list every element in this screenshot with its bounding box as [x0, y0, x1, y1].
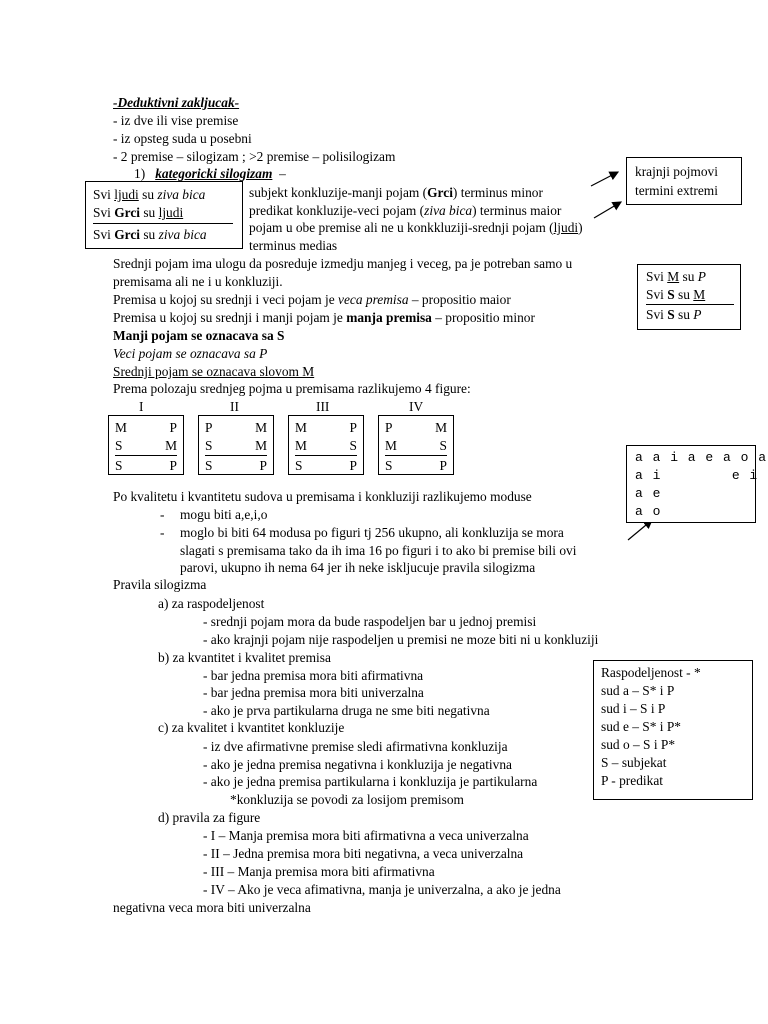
notation-p: Veci pojam se oznacava sa P — [113, 346, 268, 361]
rules-c-note: *konkluzija se povodi za losijom premisom — [230, 792, 464, 807]
figure-label-2: II — [230, 399, 239, 414]
rules-c-item-3: - ako je jedna premisa partikularna i konkluzija je partikularna — [203, 774, 538, 789]
rules-d-item-1: - I – Manja premisa mora biti afirmativna a veca univerzalna — [203, 828, 529, 843]
syllogism-conclusion: Svi Grci su ziva bica — [93, 227, 207, 242]
middle-term-line-1: Srednji pojam ima ulogu da posreduje izmedju manjeg i veceg, pa je potreban samo u — [113, 256, 573, 271]
moduses-item-1: mogu biti a,e,i,o — [180, 507, 268, 522]
rules-a-item-1: - srednji pojam mora da bude raspodeljen bar u jednoj premisi — [203, 614, 537, 629]
rules-d-item-2: - II – Jedna premisa mora biti negativna, a veca univerzalna — [203, 846, 524, 861]
syllogism-minor: Svi Grci su ljudi — [93, 205, 184, 220]
premise-minor: Premisa u kojoj su srednji i manji pojam je manja premisa – propositio minor — [113, 310, 535, 325]
rules-b-item-1: - bar jedna premisa mora biti afirmativna — [203, 668, 424, 683]
modes-box: a a i a e a o a a i e i a e a o — [626, 445, 756, 523]
term-minor: subjekt konkluzije-manji pojam (Grci) terminus minor — [249, 185, 543, 200]
figures-intro: Prema polozaju srednjeg pojma u premisama razlikujemo 4 figure: — [113, 381, 471, 396]
rules-d-head: d) pravila za figure — [158, 810, 261, 825]
rules-a-head: a) za raspodeljenost — [158, 596, 265, 611]
intro-line-1: - iz dve ili vise premise — [113, 113, 239, 128]
moduses-item-2-line-1: moglo bi biti 64 modusa po figuri tj 256 ukupno, ali konkluzija se mora — [180, 525, 564, 540]
distribution-box: Raspodeljenost - * sud a – S* i P sud i – S i P sud e – S* i P* sud o – S i P* S – subjekat P - predikat — [593, 660, 753, 800]
moduses-item-2-line-2: slagati s premisama tako da ih ima 16 po figuri i to ako bi premise bili ovi — [180, 543, 577, 558]
figure-label-3: III — [316, 399, 330, 414]
rules-d-tail: negativna veca mora biti univerzalna — [113, 900, 311, 915]
figure-4-box: P M M S S P — [378, 415, 454, 475]
arrow-up-icon-2 — [594, 202, 621, 218]
section-heading: 1) kategoricki silogizam – — [134, 166, 286, 181]
rules-d-item-4: - IV – Ako je veca afimativna, manja je univerzalna, a ako je jedna — [203, 882, 561, 897]
premise-major: Premisa u kojoj su srednji i veci pojam je veca premisa – propositio maior — [113, 292, 511, 307]
term-major: predikat konkluzije-veci pojam (ziva bica) terminus maior — [249, 203, 562, 218]
term-medias: terminus medias — [249, 238, 338, 253]
moduses-item-2-line-3: parovi, ukupno ih nema 64 jer ih neke iskljucuje pravila silogizma — [180, 560, 536, 575]
arrow-up-icon — [591, 172, 618, 186]
page-title: -Deduktivni zakljucak- — [113, 95, 240, 110]
figure-3-box: M P M S S P — [288, 415, 364, 475]
rules-d-item-3: - III – Manja premisa mora biti afirmativna — [203, 864, 435, 879]
rules-c-item-1: - iz dve afirmativne premise sledi afirmativna konkluzija — [203, 739, 508, 754]
bullet-dash-2: - — [160, 525, 165, 540]
extremes-box: krajnji pojmovi termini extremi — [626, 157, 742, 205]
rules-b-item-3: - ako je prva partikularna druga ne sme biti negativna — [203, 703, 490, 718]
notation-s: Manji pojam se oznacava sa S — [113, 328, 285, 343]
rules-b-item-2: - bar jedna premisa mora biti univerzalna — [203, 685, 424, 700]
figure-1-box: M P S M S P — [108, 415, 184, 475]
notation-m: Srednji pojam se oznacava slovom M — [113, 364, 315, 379]
figure-label-1: I — [139, 399, 144, 414]
arrow-up-icon-3 — [628, 520, 652, 540]
rules-a-item-2: - ako krajnji pojam nije raspodeljen u premisi ne moze biti ni u konkluziji — [203, 632, 599, 647]
middle-term-line-2: premisama ali ne i u konkluziji. — [113, 274, 283, 289]
figure-label-4: IV — [409, 399, 424, 414]
formula-box: Svi M su P Svi S su M Svi S su P — [637, 264, 741, 330]
rules-title: Pravila silogizma — [113, 577, 207, 592]
term-middle: pojam u obe premise ali ne u konkkluziji-srednji pojam (ljudi) — [249, 220, 583, 235]
rules-c-head: c) za kvalitet i kvantitet konkluzije — [158, 720, 345, 735]
bullet-dash: - — [160, 507, 165, 522]
figure-2-box: P M S M S P — [198, 415, 274, 475]
rules-c-item-2: - ako je jedna premisa negativna i konkluzija je negativna — [203, 757, 512, 772]
rules-b-head: b) za kvantitet i kvalitet premisa — [158, 650, 331, 665]
intro-line-3: - 2 premise – silogizam ; >2 premise – polisilogizam — [113, 149, 396, 164]
moduses-intro: Po kvalitetu i kvantitetu sudova u premisama i konkluziji razlikujemo moduse — [113, 489, 532, 504]
intro-line-2: - iz opsteg suda u posebni — [113, 131, 252, 146]
syllogism-major: Svi ljudi su ziva bica — [93, 187, 206, 202]
